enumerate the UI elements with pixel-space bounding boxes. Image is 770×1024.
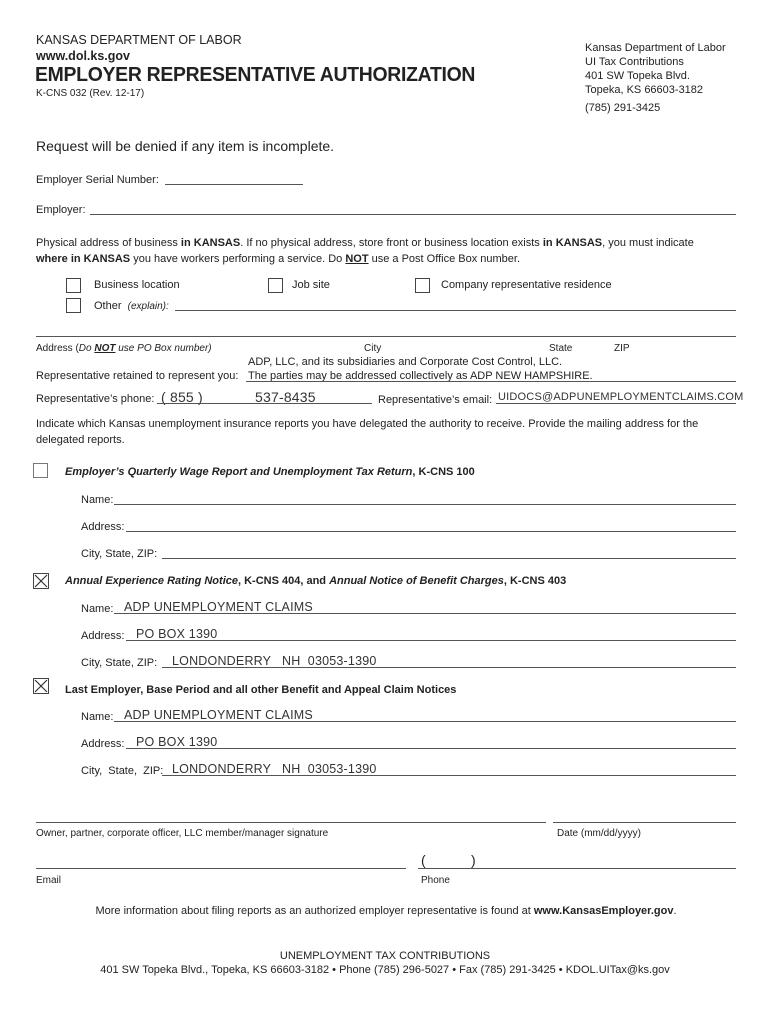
representative-phone-label: Representative’s phone: [36,393,155,405]
representative-retained-field[interactable] [246,381,736,382]
employer-serial-label: Employer Serial Number: [36,174,159,186]
signature-field[interactable] [36,822,546,823]
section3-address-field[interactable] [126,748,736,749]
section1-city-label: City, State, ZIP: [81,548,158,560]
business-location-label: Business location [94,279,180,291]
job-site-label: Job site [292,279,330,291]
agency-name: KANSAS DEPARTMENT OF LABOR [36,33,242,47]
section1-address-field[interactable] [126,531,736,532]
section3-address-value: PO BOX 1390 [136,735,218,749]
representative-name-line1: ADP, LLC, and its subsidiaries and Corporate Cost Control, LLC. [248,356,563,368]
section2-city-field[interactable] [162,667,736,668]
checkmark-x-icon [33,573,49,589]
more-info-text: More information about filing reports as an authorized employer representative is found at www.KansasEmployer.gov. [95,905,677,917]
business-location-checkbox[interactable] [66,278,81,293]
delegated-reports-instructions: Indicate which Kansas unemployment insurance reports you have delegated the authority to receive. Provide the mailing address for the delegated reports. [36,418,699,446]
section2-name-field[interactable] [114,613,736,614]
benefit-claim-notices-title: Last Employer, Base Period and all other Benefit and Appeal Claim Notices [65,684,457,696]
section1-city-field[interactable] [162,558,736,559]
physical-address-instructions: Physical address of business in KANSAS. If no physical address, store front or business location exists in KANSAS, you must indicate where in KANSAS you have workers performing a service. Do NOT use a Post Office Box number. [36,237,694,265]
representative-phone-field[interactable] [157,403,372,404]
date-field[interactable] [553,822,736,823]
section1-name-label: Name: [81,494,114,506]
representative-retained-label: Representative retained to represent you: [36,370,239,382]
state-caption: State [549,343,573,354]
other-explain-field[interactable] [175,310,736,311]
section3-name-field[interactable] [114,721,736,722]
section1-address-label: Address: [81,521,125,533]
representative-residence-checkbox[interactable] [415,278,430,293]
zip-caption: ZIP [614,343,630,354]
kansas-employer-link[interactable]: www.KansasEmployer.gov [533,905,674,917]
section1-name-field[interactable] [114,504,736,505]
job-site-checkbox[interactable] [268,278,283,293]
representative-name-line2: The parties may be addressed collectively as ADP NEW HAMPSHIRE. [248,370,593,382]
representative-residence-label: Company representative residence [441,279,612,291]
section2-address-label: Address: [81,630,125,642]
section2-address-value: PO BOX 1390 [136,627,218,641]
section3-name-value: ADP UNEMPLOYMENT CLAIMS [124,708,313,722]
signature-caption: Owner, partner, corporate officer, LLC member/manager signature [36,828,329,839]
email-field[interactable] [36,868,406,869]
representative-phone-number: 537-8435 [255,389,316,405]
section2-name-label: Name: [81,603,114,615]
phone-caption: Phone [421,875,450,886]
footer-title: UNEMPLOYMENT TAX CONTRIBUTIONS [279,950,491,962]
employer-serial-field[interactable] [165,184,303,185]
benefit-claim-notices-checkbox[interactable] [33,678,49,694]
email-caption: Email [36,875,62,886]
phone-field[interactable] [418,868,736,869]
form-title: EMPLOYER REPRESENTATIVE AUTHORIZATION [35,64,476,86]
checkmark-x-icon [33,678,49,694]
quarterly-wage-report-title: Employer’s Quarterly Wage Report and Unemployment Tax Return, K-CNS 100 [65,466,475,478]
section3-city-label: City, State, ZIP: [81,765,164,777]
representative-email-label: Representative’s email: [378,394,493,406]
representative-email-field[interactable] [496,403,736,404]
employer-label: Employer: [36,204,86,216]
phone-paren-open: ( [421,852,426,868]
section2-city-value: LONDONDERRY NH 03053-1390 [172,654,377,668]
employer-field[interactable] [90,214,736,215]
other-location-label: Other (explain): [94,300,169,312]
phone-paren-close: ) [471,852,476,868]
city-caption: City [364,343,382,354]
section2-name-value: ADP UNEMPLOYMENT CLAIMS [124,600,313,614]
physical-address-field[interactable] [36,336,736,337]
date-caption: Date (mm/dd/yyyy) [557,828,641,839]
quarterly-wage-report-checkbox[interactable] [33,463,48,478]
form-code: K-CNS 032 (Rev. 12-17) [36,88,145,99]
section3-address-label: Address: [81,738,125,750]
other-location-checkbox[interactable] [66,298,81,313]
section2-city-label: City, State, ZIP: [81,657,158,669]
experience-rating-checkbox[interactable] [33,573,49,589]
footer-contact: 401 SW Topeka Blvd., Topeka, KS 66603-3182 • Phone (785) 296-5027 • Fax (785) 291-3425 • KDOL.UITax@ks.gov [100,964,670,976]
representative-email-value: UIDOCS@ADPUNEMPLOYMENTCLAIMS.COM [498,391,744,403]
section2-address-field[interactable] [126,640,736,641]
agency-address-block: Kansas Department of Labor UI Tax Contributions 401 SW Topeka Blvd. Topeka, KS 66603-3182 (785) 291-3425 [585,42,726,114]
section3-name-label: Name: [81,711,114,723]
incomplete-notice: Request will be denied if any item is incomplete. [36,138,335,154]
representative-phone-area: ( 855 ) [161,389,203,405]
agency-website: www.dol.ks.gov [36,49,130,63]
experience-rating-title: Annual Experience Rating Notice, K-CNS 404, and Annual Notice of Benefit Charges, K-CNS 403 [65,575,567,587]
address-field-caption: Address (Do NOT use PO Box number) [36,343,212,354]
section3-city-field[interactable] [162,775,736,776]
section3-city-value: LONDONDERRY NH 03053-1390 [172,762,377,776]
